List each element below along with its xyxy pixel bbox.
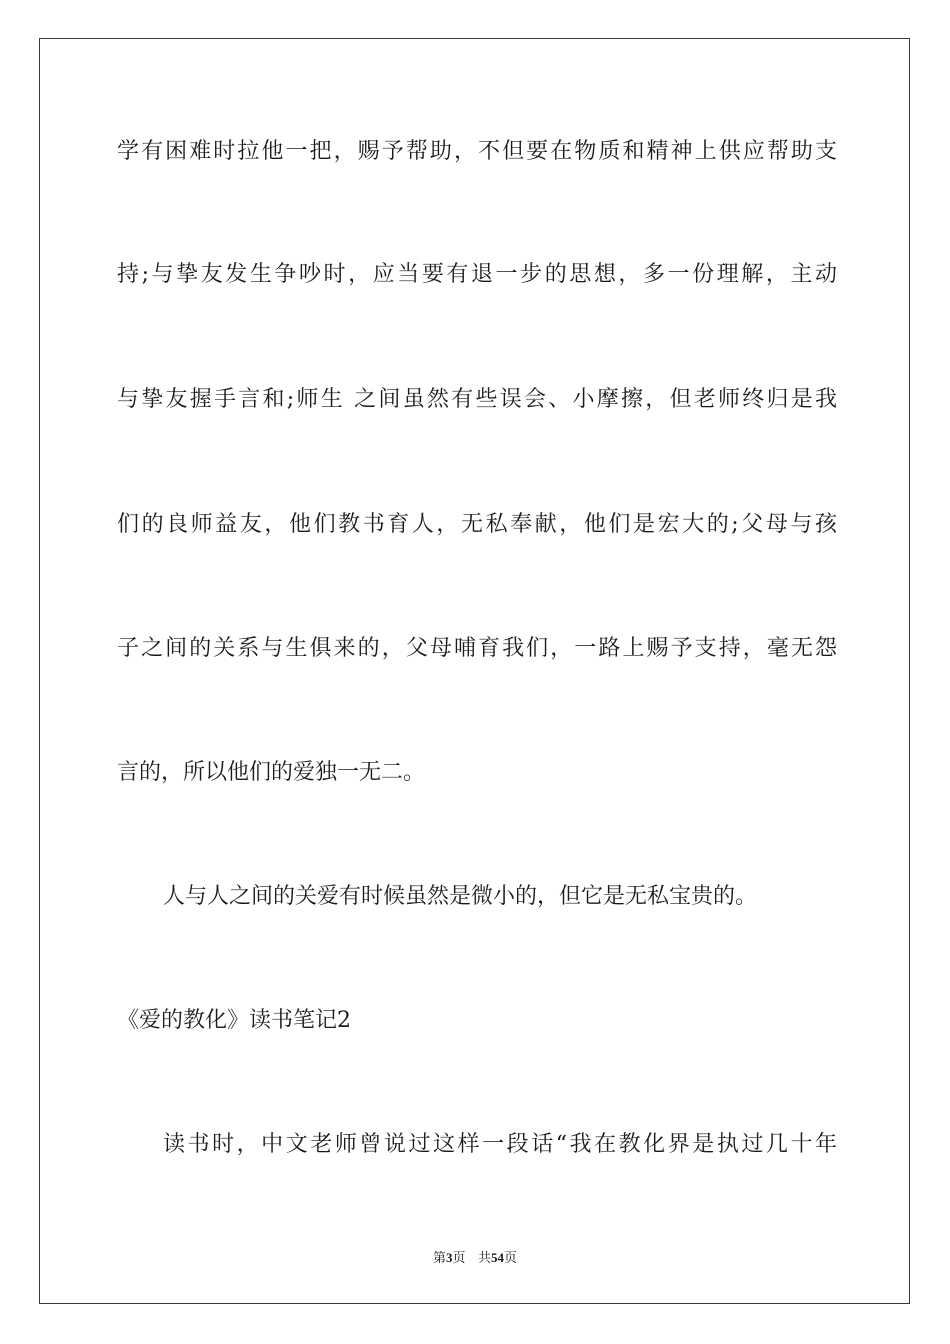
footer-total-pages: 54 bbox=[490, 1250, 504, 1265]
footer-page-suffix: 页 bbox=[452, 1251, 466, 1266]
section-first-line: 读书时，中文老师曾说过这样一段话“我在教化界是执过几十年 bbox=[163, 1132, 837, 1157]
footer-page-number: 3 bbox=[446, 1250, 453, 1265]
indented-paragraph: 人与人之间的关爱有时候虽然是微小的，但它是无私宝贵的。 bbox=[163, 884, 758, 909]
body-text-line-1: 学有困难时拉他一把，赐予帮助，不但要在物质和精神上供应帮助支 bbox=[117, 139, 837, 164]
section-heading: 《爱的教化》读书笔记2 bbox=[117, 1008, 351, 1033]
page-border bbox=[39, 38, 910, 1304]
footer-prefix: 第 bbox=[433, 1251, 447, 1266]
body-text-line-2: 持;与挚友发生争吵时，应当要有退一步的思想，多一份理解，主动 bbox=[117, 262, 837, 287]
footer-total-prefix: 共 bbox=[477, 1251, 491, 1266]
page-footer bbox=[0, 1247, 950, 1266]
body-text-line-5: 子之间的关系与生俱来的，父母哺育我们，一路上赐予支持，毫无怨 bbox=[117, 636, 837, 661]
body-text-line-3: 与挚友握手言和;师生 之间虽然有些误会、小摩擦，但老师终归是我 bbox=[117, 387, 837, 412]
body-text-line-4: 们的良师益友，他们教书育人，无私奉献，他们是宏大的;父母与孩 bbox=[117, 512, 837, 537]
body-text-line-6: 言的，所以他们的爱独一无二。 bbox=[117, 760, 426, 785]
footer-total-suffix: 页 bbox=[503, 1251, 517, 1266]
